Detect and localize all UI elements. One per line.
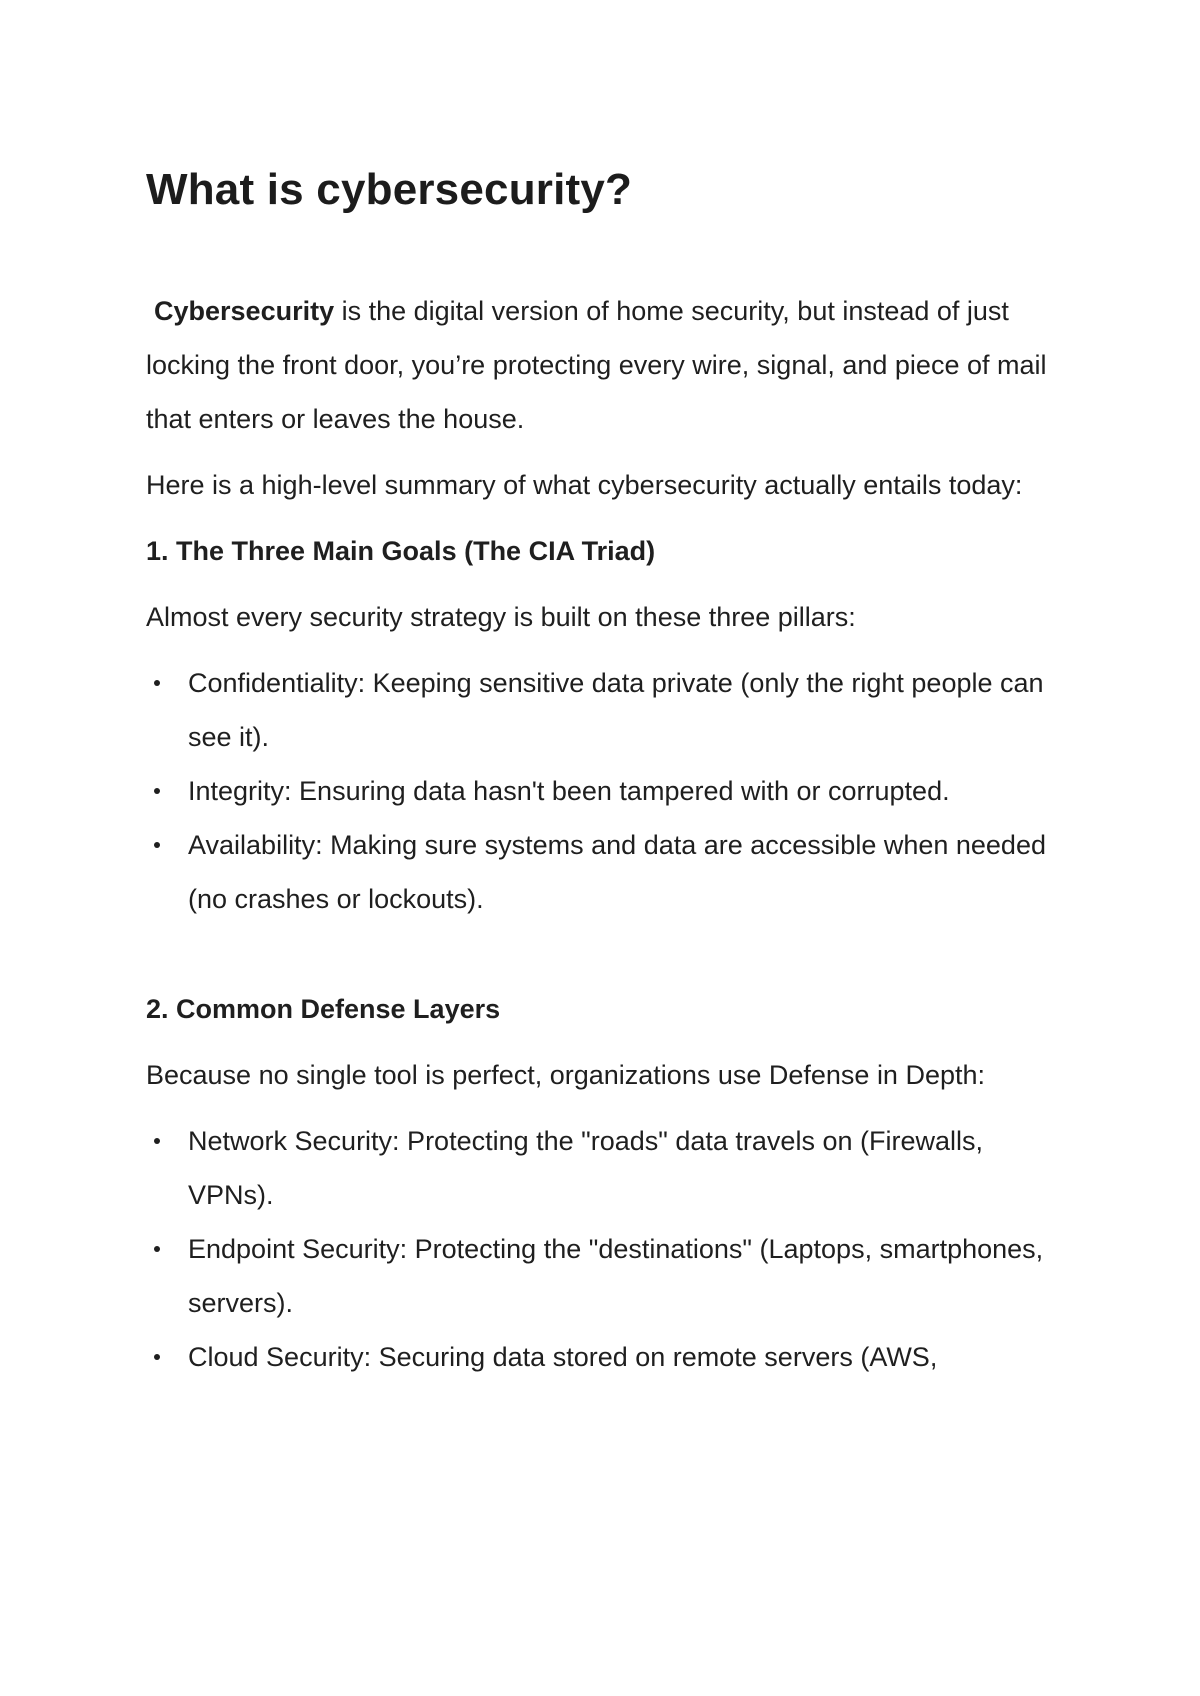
bullet-list [146,656,1066,926]
bullet-list [146,1114,1066,1384]
section-heading: 2. Common Defense Layers [146,994,501,1024]
list-item: Network Security: Protecting the "roads" data travels on (Firewalls, VPNs). [146,1114,1066,1222]
section-heading: 1. The Three Main Goals (The CIA Triad) [146,536,656,566]
section-lead-paragraph: Almost every security strategy is built on these three pillars: [146,602,856,632]
list-item: Integrity: Ensuring data hasn't been tampered with or corrupted. [146,764,1066,818]
section-lead-paragraph: Because no single tool is perfect, organizations use Defense in Depth: [146,1060,986,1090]
intro-lead-term: Cybersecurity [154,296,335,326]
section-defense-layers [146,982,1066,1384]
intro-paragraph [146,284,1066,446]
summary-paragraph: Here is a high-level summary of what cybersecurity actually entails today: [146,470,1023,500]
list-item: Cloud Security: Securing data stored on remote servers (AWS, [146,1330,1066,1384]
list-item: Availability: Making sure systems and data are accessible when needed (no crashes or lockouts). [146,818,1066,926]
page-title: What is cybersecurity? [146,165,633,214]
document-content [146,160,1066,1384]
list-item: Confidentiality: Keeping sensitive data private (only the right people can see it). [146,656,1066,764]
section-cia-triad [146,524,1066,926]
list-item: Endpoint Security: Protecting the "destinations" (Laptops, smartphones, servers). [146,1222,1066,1330]
intro-text: is the digital version of home security, but instead of just locking the front door, you’re protecting every wire, signal, and piece of mail that enters or leaves the house. [146,296,1047,434]
